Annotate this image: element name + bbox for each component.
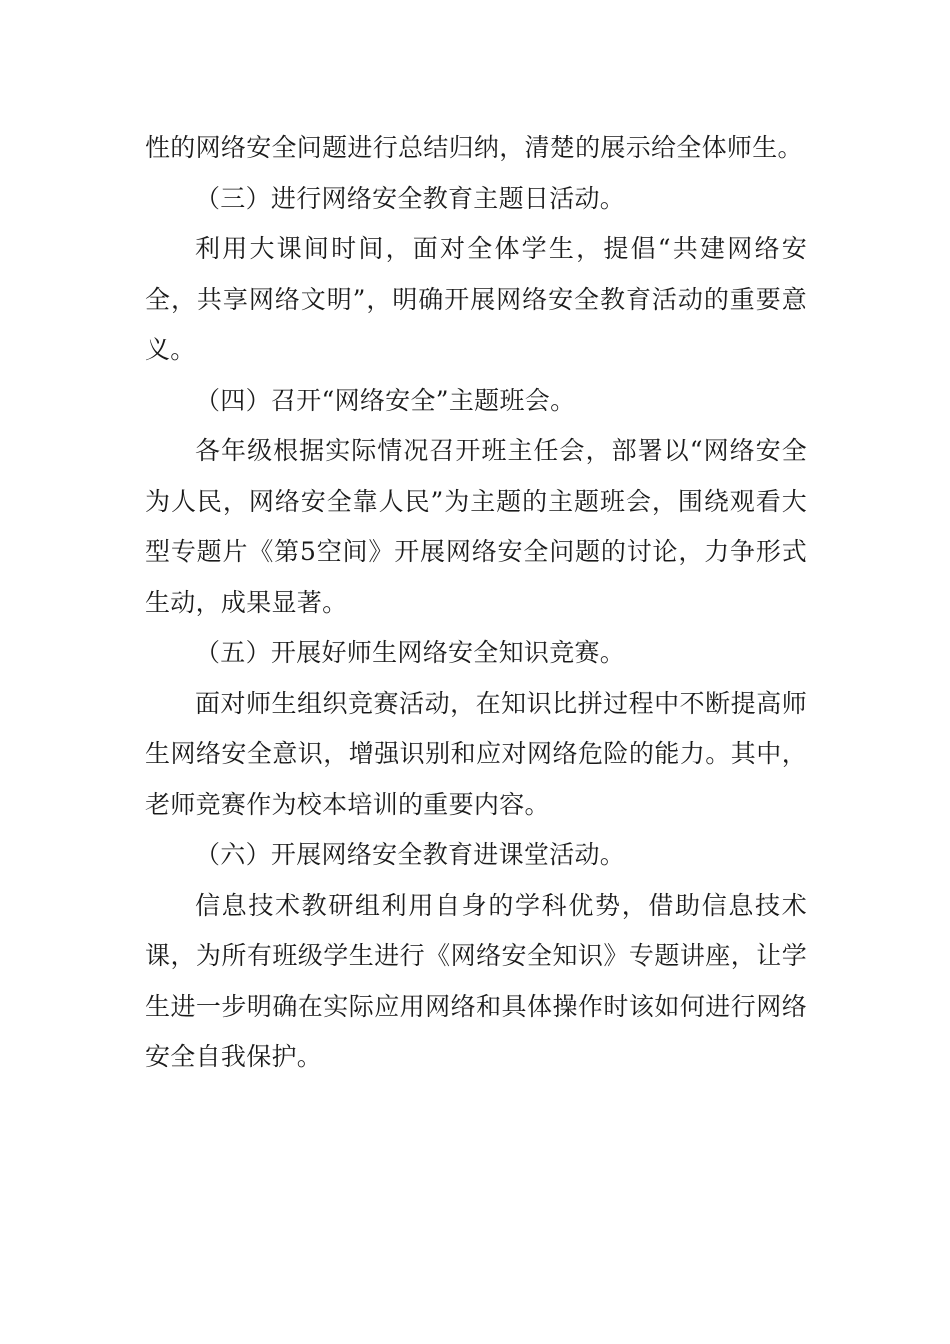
section-heading-5: （五）开展好师生网络安全知识竞赛。 xyxy=(195,638,626,667)
paragraph-classroom-activity: 信息技术教研组利用自身的学科优势，借助信息技术课，为所有班级学生进行《网络安全知识》专题讲座，让学生进一步明确在实际应用网络和具体操作时该如何进行网络安全自我保护。 xyxy=(145,890,807,1071)
paragraph-theme-day: 利用大课间时间，面对全体学生，提倡“共建网络安全，共享网络文明”，明确开展网络安全教育活动的重要意义。 xyxy=(145,234,807,364)
paragraph-class-meeting: 各年级根据实际情况召开班主任会，部署以“网络安全为人民，网络安全靠人民”为主题的主题班会，围绕观看大型专题片《第5空间》开展网络安全问题的讨论，力争形式生动，成果显著。 xyxy=(145,436,807,617)
section-heading-3: （三）进行网络安全教育主题日活动。 xyxy=(195,183,626,213)
section-heading-4: （四）召开“网络安全”主题班会。 xyxy=(195,385,576,415)
paragraph-continued: 性的网络安全问题进行总结归纳，清楚的展示给全体师生。 xyxy=(145,133,803,162)
section-heading-6: （六）开展网络安全教育进课堂活动。 xyxy=(195,840,626,869)
paragraph-knowledge-contest: 面对师生组织竞赛活动，在知识比拼过程中不断提高师生网络安全意识，增强识别和应对网络危险的能力。其中，老师竞赛作为校本培训的重要内容。 xyxy=(145,688,807,819)
document-body xyxy=(145,123,807,1083)
